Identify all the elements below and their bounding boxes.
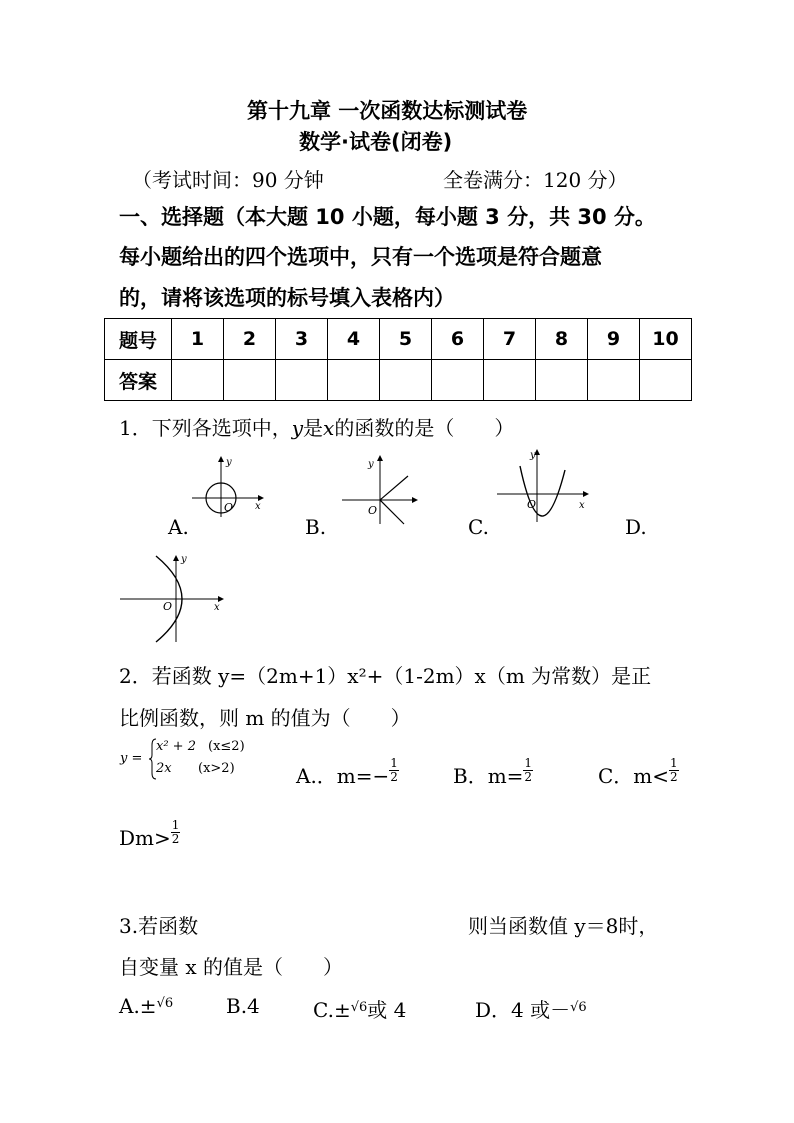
exam-time: （考试时间：90 分钟 [132, 168, 324, 192]
q3-option-d: D．4 或－$^{√6}$ [475, 998, 587, 1022]
q1-stem: 1．下列各选项中，y是x的函数的是（ ） [119, 416, 515, 440]
q3-option-a: A.±$^{√6}$ [119, 994, 174, 1018]
page-title: 第十九章 一次函数达标测试卷 [247, 99, 528, 123]
q1-graph-a [190, 455, 265, 520]
fraction: $\frac{1}{2}$ [524, 756, 533, 784]
svg-text:O: O [527, 498, 537, 511]
answer-cell-4[interactable] [328, 360, 380, 401]
page-subtitle: 数学·试卷(闭卷) [299, 130, 453, 154]
q3-stem-suffix: 则当函数值 y＝8时， [468, 914, 659, 938]
section-heading-line3: 的，请将该选项的标号填入表格内） [119, 286, 455, 310]
svg-text:y: y [368, 459, 374, 470]
q1-option-a: A. [168, 515, 189, 539]
section-heading-line2: 每小题给出的四个选项中，只有一个选项是符合题意 [119, 245, 602, 269]
table-cell: 7 [484, 319, 536, 360]
table-row-answers [105, 360, 692, 401]
section-heading-line1: 一、选择题（本大题 10 小题，每小题 3 分，共 30 分。 [119, 205, 656, 229]
q2-option-a: A.．m=− $\frac{1}{2}$ [296, 756, 398, 788]
answer-cell-1[interactable] [172, 360, 224, 401]
svg-text:O: O [224, 501, 234, 514]
fraction: $\frac{1}{2}$ [171, 818, 180, 846]
row-label-number: 题号 [105, 319, 172, 360]
table-cell: 5 [380, 319, 432, 360]
q1-graph-c [495, 446, 590, 524]
q1-graph-b [340, 452, 420, 527]
answer-cell-10[interactable] [640, 360, 692, 401]
answer-cell-3[interactable] [276, 360, 328, 401]
answer-table [104, 318, 692, 401]
q3-stem-line2: 自变量 x 的值是（ ） [119, 955, 343, 979]
q2-stem-line1: 2．若函数 y=（2m+1）x²+（1-2m）x（m 为常数）是正 [119, 664, 652, 688]
q2-option-d: Dm> $\frac{1}{2}$ [119, 818, 180, 850]
q3-stem-prefix: 3.若函数 [119, 914, 199, 938]
table-cell: 6 [432, 319, 484, 360]
row-label-answer: 答案 [105, 360, 172, 401]
answer-cell-2[interactable] [224, 360, 276, 401]
table-cell: 4 [328, 319, 380, 360]
svg-text:O: O [163, 600, 173, 613]
svg-text:x: x [255, 501, 261, 512]
q2-stem-line2: 比例函数，则 m 的值为（ ） [119, 706, 411, 730]
svg-text:y: y [226, 457, 232, 468]
q2-option-c: C．m< $\frac{1}{2}$ [598, 756, 678, 788]
svg-text:x: x [214, 602, 220, 613]
q1-option-c: C. [468, 515, 489, 539]
fraction: $\frac{1}{2}$ [670, 756, 678, 784]
answer-cell-8[interactable] [536, 360, 588, 401]
table-cell: 1 [172, 319, 224, 360]
svg-text:y: y [181, 554, 187, 565]
table-row-numbers [105, 319, 692, 360]
answer-cell-7[interactable] [484, 360, 536, 401]
table-cell: 9 [588, 319, 640, 360]
exam-score: 全卷满分：120 分） [443, 168, 628, 192]
table-cell: 8 [536, 319, 588, 360]
table-cell: 2 [224, 319, 276, 360]
table-cell: 3 [276, 319, 328, 360]
q3-option-c: C.±$^{√6}$或 4 [313, 998, 407, 1022]
svg-text:y: y [530, 450, 536, 461]
svg-text:O: O [368, 504, 378, 517]
q1-graph-d [118, 552, 228, 644]
piecewise-function: y = x² + 2 (x≤2) 2x (x>2) [120, 737, 260, 781]
q1-option-d: D. [625, 515, 647, 539]
answer-cell-5[interactable] [380, 360, 432, 401]
q1-option-b: B. [305, 515, 327, 539]
answer-cell-6[interactable] [432, 360, 484, 401]
q3-option-b: B.4 [226, 994, 260, 1018]
answer-cell-9[interactable] [588, 360, 640, 401]
svg-text:x: x [579, 500, 585, 511]
fraction: $\frac{1}{2}$ [390, 756, 398, 784]
q2-option-b: B．m= $\frac{1}{2}$ [453, 756, 533, 788]
table-cell: 10 [640, 319, 692, 360]
